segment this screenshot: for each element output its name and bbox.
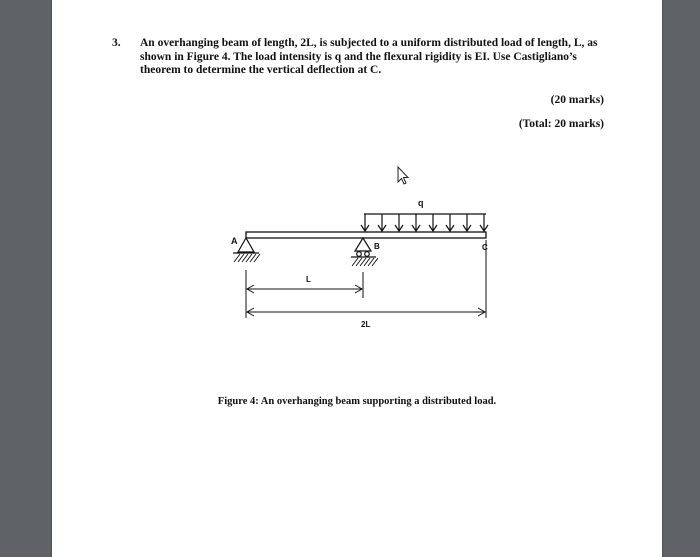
load-arrow-4 [412, 214, 420, 231]
question-line-3: theorem to determine the vertical deflection at C. [140, 64, 382, 76]
dimension-l [247, 285, 362, 293]
load-arrow-3 [395, 214, 403, 231]
question-line-2: shown in Figure 4. The load intensity is q and the flexural rigidity is EI. Use Castigliano’s [140, 50, 577, 63]
beam-figure [52, 0, 662, 557]
dimension-2l [247, 308, 485, 316]
load-arrow-7 [463, 214, 471, 231]
total-marks: (Total: 20 marks) [518, 118, 604, 130]
question-marks: (20 marks) [550, 94, 604, 106]
load-arrow-5 [429, 214, 437, 231]
question-number: 3. [112, 37, 121, 49]
load-arrow-2 [378, 214, 386, 231]
dim-l-label: L [306, 275, 311, 284]
dim-2l-label: 2L [361, 320, 371, 329]
load-arrow-1 [361, 214, 369, 231]
label-c: C [482, 243, 488, 252]
figure-caption: Figure 4: An overhanging beam supporting a distributed load. [217, 396, 497, 407]
beam [246, 232, 486, 238]
load-arrow-6 [446, 214, 454, 231]
load-label: q [418, 198, 424, 208]
label-a: A [231, 236, 238, 246]
load-arrow-8 [480, 214, 488, 231]
label-b: B [374, 242, 380, 251]
document-page [52, 0, 662, 557]
question-line-1: An overhanging beam of length, 2L, is subjected to a uniform distributed load of length, L, as [140, 37, 598, 49]
distributed-load [361, 214, 488, 231]
mouse-cursor-icon [398, 167, 408, 184]
